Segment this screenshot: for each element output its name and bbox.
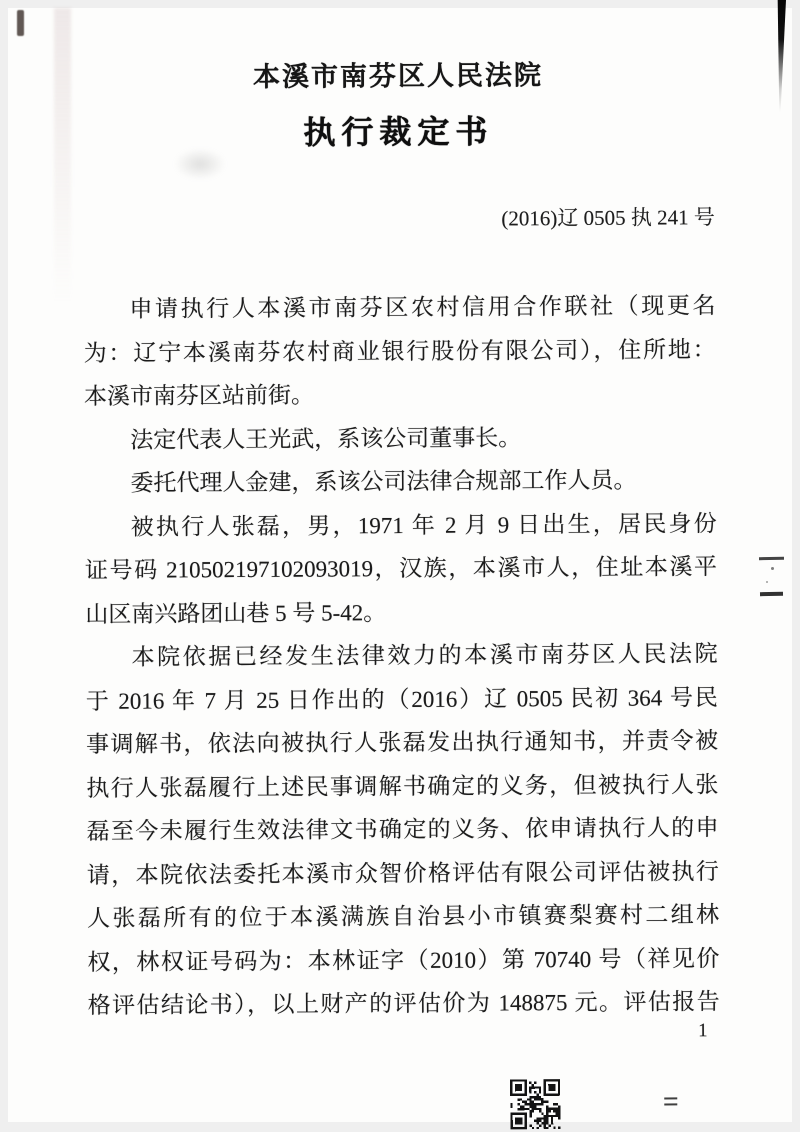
page-content [5, 6, 796, 1125]
document-body [83, 284, 720, 1027]
document-line: 于 2016 年 7 月 25 日作出的（2016）辽 0505 民初 364 号民 [85, 684, 718, 714]
document-line: 法定代表人王光武，系该公司董事长。 [130, 424, 522, 453]
document-line: 本溪市南芬区站前街。 [83, 382, 315, 409]
document-line: 被执行人张磊，男，1971 年 2 月 9 日出生，居民身份 [130, 510, 717, 540]
document-line: 申请执行人本溪市南芬区农村信用合作联社（现更名 [129, 293, 716, 322]
document-line: 请，本院依法委托本溪市众智价格评估有限公司评估被执行 [86, 858, 719, 888]
case-number: (2016)辽 0505 执 241 号 [501, 205, 715, 231]
document-line: 权，林权证号码为：本林证字（2010）第 70740 号（祥见价 [87, 945, 720, 975]
page-number: 1 [698, 1020, 708, 1042]
document-line: 山区南兴路团山巷 5 号 5-42。 [85, 599, 387, 627]
document-line: 委托代理人金建，系该公司法律合规部工作人员。 [130, 467, 637, 496]
document-page [8, 8, 792, 1122]
document-line: 事调解书，依法向被执行人张磊发出执行通知书，并责令被 [85, 728, 719, 757]
document-line: 证号码 210502197102093019，汉族，本溪市人，住址本溪平 [84, 554, 718, 583]
document-heading [82, 52, 800, 162]
equals-mark [664, 1096, 678, 1106]
document-line: 磊至今未履行生效法律文书确定的义务、依申请执行人的申 [86, 815, 719, 844]
document-line: 执行人张磊履行上述民事调解书确定的义务，但被执行人张 [86, 771, 719, 801]
document-title: 执行裁定书 [303, 113, 494, 151]
document-line: 格评估结论书），以上财产的评估价为 148875 元。评估报告 [87, 989, 720, 1018]
court-name: 本溪市南芬区人民法院 [252, 60, 544, 92]
document-line: 为：辽宁本溪南芬农村商业银行股份有限公司），住所地： [83, 336, 716, 366]
qr-code [509, 1079, 561, 1129]
document-line: 本院依据已经发生法律效力的本溪市南芬区人民法院 [131, 641, 718, 670]
document-line: 人张磊所有的位于本溪满族自治县小市镇赛梨赛村二组林 [87, 902, 720, 931]
